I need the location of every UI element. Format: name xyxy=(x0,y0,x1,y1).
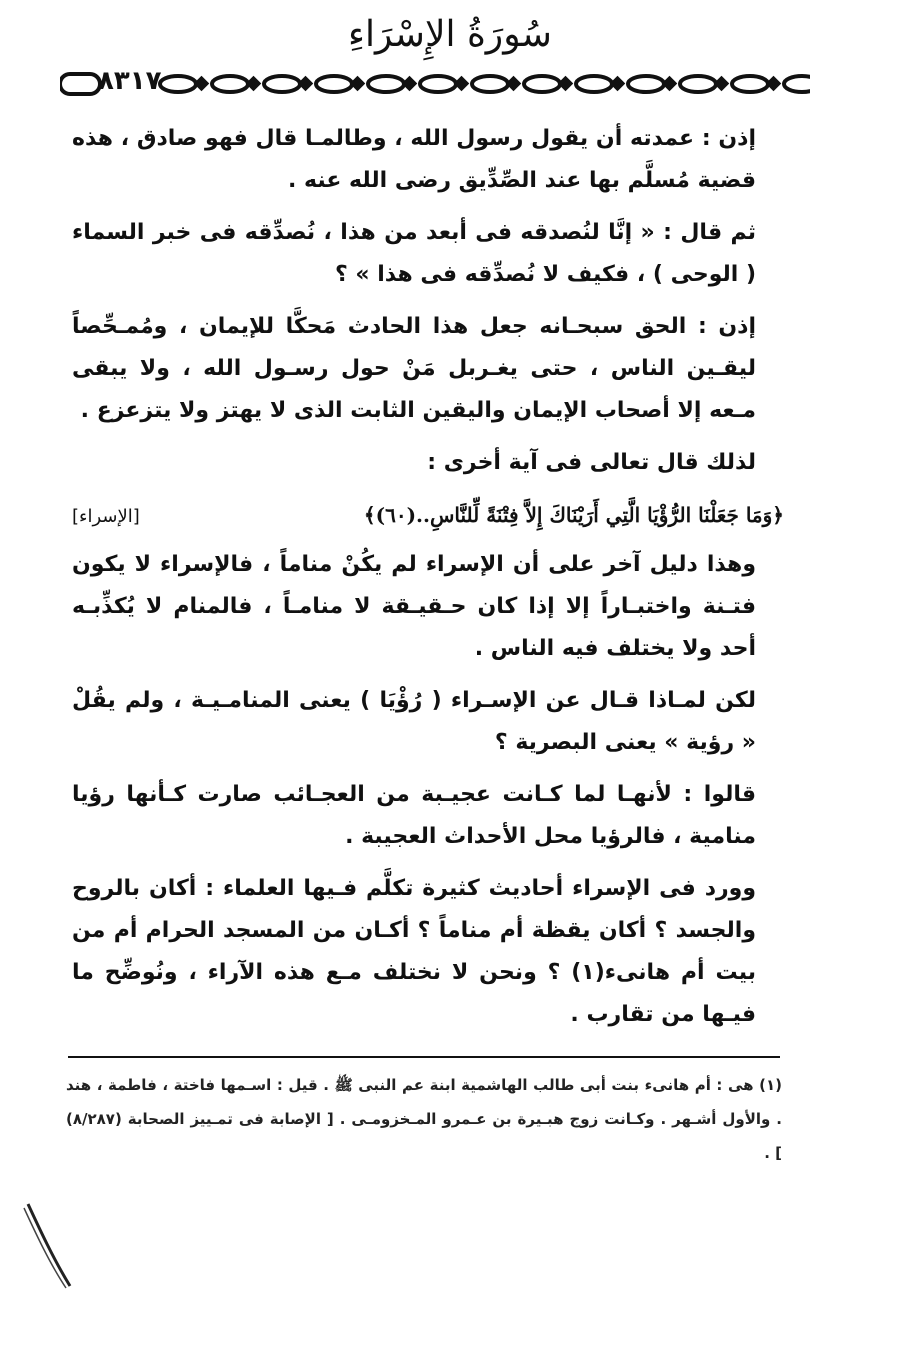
paragraph: قالوا : لأنهـا لما كـانت عجيـبة من العجـائب صارت كـأنها رؤيا منامية ، فالرؤيا محل الأحداث العجيبة . xyxy=(72,782,756,849)
footnote: (١) هى : أم هانىء بنت أبى طالب الهاشمية ابنة عم النبى ﷺ . قيل : اسـمها فاختة ، فاطمة ، هند . والأول أشـهر . وكـانت زوج هبـيرة بن عـمرو المـخزومـى . [ الإصابة فى تمـييز الصحابة (٨/٢٨٧) ] . xyxy=(66,1076,782,1162)
body-text xyxy=(72,118,784,1046)
page-number: ٨٣١٧ xyxy=(98,66,162,96)
paragraph: إذن : عمدته أن يقول رسول الله ، وطالمـا قال فهو صادق ، هذه قضية مُسلَّم بها عند الصِّدِّيق رضى الله عنه . xyxy=(72,126,756,193)
footnote-divider xyxy=(68,1056,780,1058)
paragraph: وورد فى الإسراء أحاديث كثيرة تكلَّم فـيها العلماء : أكان بالروح والجسد ؟ أكان يقظة أم مناماً ؟ أكـان من المسجد الحرام أم من بيت أم هانىء(١) ؟ ونحن لا نختلف مـع هذه الآراء ، ونُوضِّح ما فيـها من تقارب . xyxy=(72,876,756,1027)
surah-title: سُورَةُ الإِسْرَاءِ xyxy=(348,14,552,55)
paragraph: ثم قال : « إنَّا لنُصدقه فى أبعد من هذا ، نُصدِّقه فى خبر السماء ( الوحى ) ، فكيف لا نُصدِّقه فى هذا » ؟ xyxy=(72,220,756,287)
paragraph: لكن لمـاذا قـال عن الإسـراء ( رُؤْيَا ) يعنى المنامـيـة ، ولم يقُلْ « رؤية » يعنى البصرية ؟ xyxy=(72,688,756,755)
paragraph: وهذا دليل آخر على أن الإسراء لم يكُنْ مناماً ، فالإسراء لا يكون فتـنة واختبـاراً إلا إذا كان حـقيـقة لا منامـاً ، فالمنام لا يُكذِّبـه أحد ولا يختلف فيه الناس . xyxy=(72,552,756,661)
paragraph: لذلك قال تعالى فى آية أخرى : xyxy=(427,450,756,475)
verse-reference: [الإسراء] xyxy=(72,506,140,527)
ornamental-rule xyxy=(60,64,810,104)
pen-stroke-mark xyxy=(20,1200,80,1290)
quran-verse: ﴿وَمَا جَعَلْنَا الرُّؤْيَا الَّتِي أَرَيْنَاكَ إِلاَّ فِتْنَةً لِّلنَّاسِ..(٦٠)﴾ xyxy=(363,503,784,527)
paragraph: إذن : الحق سبحـانه جعل هذا الحادث مَحكَّا للإيمان ، ومُمـحِّصاً ليقـين الناس ، حتى يغـربل مَنْ حول رسـول الله ، ولا يبقى مـعه إلا أصحاب الإيمان واليقين الثابت الذى لا يهتز ولا يتزعزع . xyxy=(72,314,756,423)
quran-verse-line xyxy=(72,494,784,538)
